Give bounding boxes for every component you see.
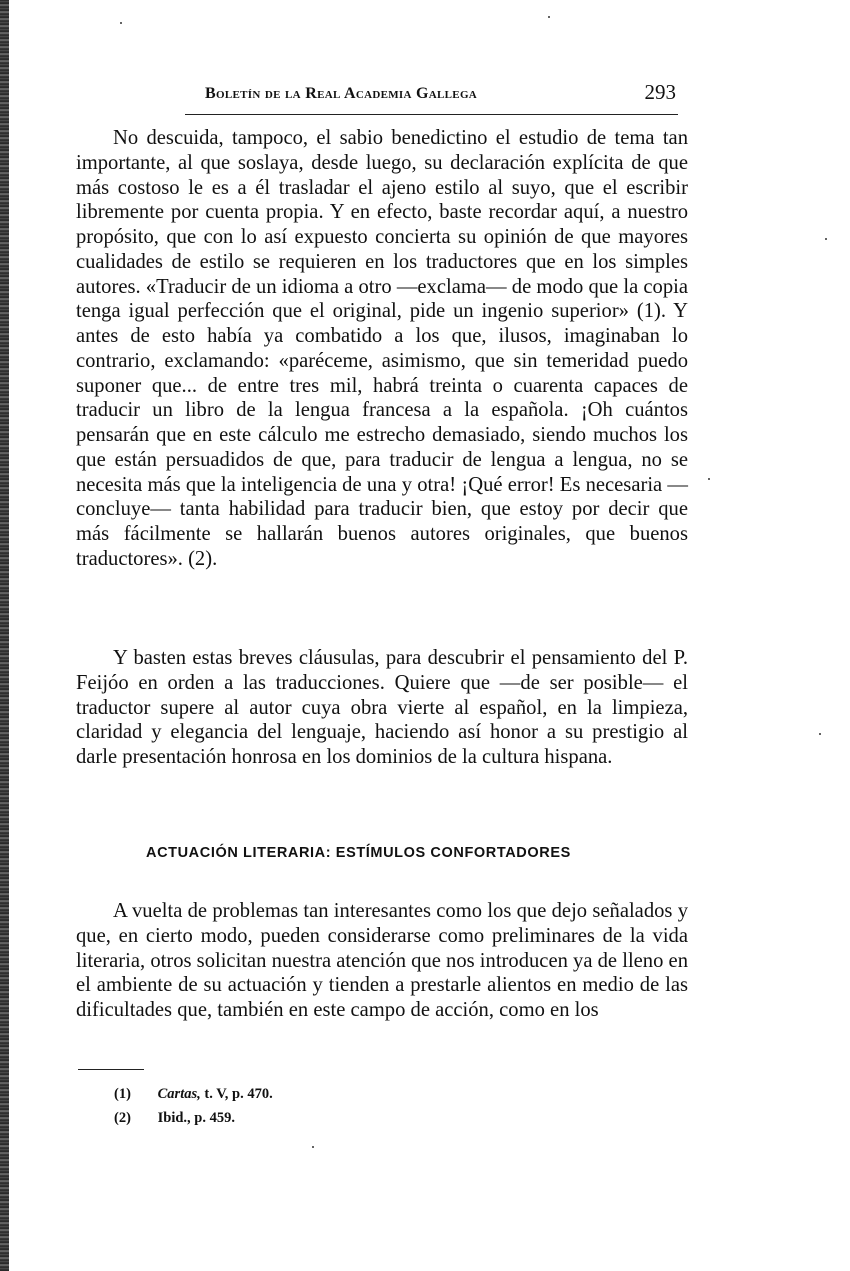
footnote-mark: (2)	[114, 1110, 131, 1126]
footnote-reference: t. V, p. 470.	[204, 1086, 273, 1102]
scan-speck	[825, 238, 827, 240]
footnotes	[114, 1082, 273, 1130]
section-heading: ACTUACIÓN LITERARIA: ESTÍMULOS CONFORTADORES	[146, 845, 571, 861]
body-paragraph-2-block	[76, 646, 688, 770]
footnote-work-title: Cartas,	[157, 1086, 201, 1102]
footnote-2	[114, 1106, 273, 1130]
running-header	[185, 78, 678, 115]
body-paragraph-3-block	[76, 899, 688, 1023]
footnote-1	[114, 1082, 273, 1106]
scan-speck	[312, 1146, 314, 1148]
scan-speck	[819, 733, 821, 735]
running-title: Boletín de la Real Academia Gallega	[205, 85, 478, 102]
body-paragraph: A vuelta de problemas tan interesantes como los que dejo señalados y que, en cierto modo, pueden considerarse como preliminares de la vida literaria, otros solicitan nuestra atención que nos introducen ya de lleno en el ambiente de su actuación y tienden a prestarle alientos en medio de las dificultades que, también en este campo de acción, como en los	[76, 900, 688, 1021]
scanned-binding-edge	[0, 0, 9, 1271]
footnote-reference: Ibid., p. 459.	[157, 1110, 235, 1126]
scan-speck	[708, 478, 710, 480]
page-number: 293	[644, 80, 676, 104]
footnote-separator	[78, 1069, 144, 1070]
body-paragraph: No descuida, tampoco, el sabio benedictino el estudio de tema tan importante, al que soslaya, desde luego, su declaración explícita de que más costoso le es a él trasladar el ajeno estilo al suyo, que el escribir libremente por cuenta propia. Y en efecto, baste recordar aquí, a nuestro propósito, que con lo así expuesto concierta su opinión de que mayores cualidades de estilo se requieren en los traductores que en los simples autores. «Traducir de un idioma a otro —exclama— de modo que la copia tenga igual perfección que el original, pide un ingenio superior» (1). Y antes de esto había ya combatido a los que, ilusos, imaginaban lo contrario, exclamando: «paréceme, asimismo, que sin temeridad puedo suponer que... de entre tres mil, habrá treinta o cuarenta capaces de traducir un libro de la lengua francesa a la española. ¡Oh cuántos pensarán que en este cálculo me estrecho demasiado, siendo muchos los que están persuadidos de que, para traducir de lengua a lengua, no se necesita más que la inteligencia de una y otra! ¡Qué error! Es necesaria —concluye— tanta habilidad para traducir bien, que estoy por decir que más fácilmente se hallarán buenos autores originales, que buenos traductores». (2).	[76, 127, 688, 570]
scan-speck	[548, 16, 550, 18]
scan-speck	[120, 22, 122, 24]
body-paragraph-1-block	[76, 126, 688, 572]
body-paragraph: Y basten estas breves cláusulas, para descubrir el pensamiento del P. Feijóo en orden a las traducciones. Quiere que —de ser posible— el traductor supere al autor cuya obra vierte al español, en la limpieza, claridad y elegancia del lenguaje, haciendo así honor a su prestigio al darle presentación honrosa en los dominios de la cultura hispana.	[76, 647, 688, 768]
footnote-mark: (1)	[114, 1086, 131, 1102]
